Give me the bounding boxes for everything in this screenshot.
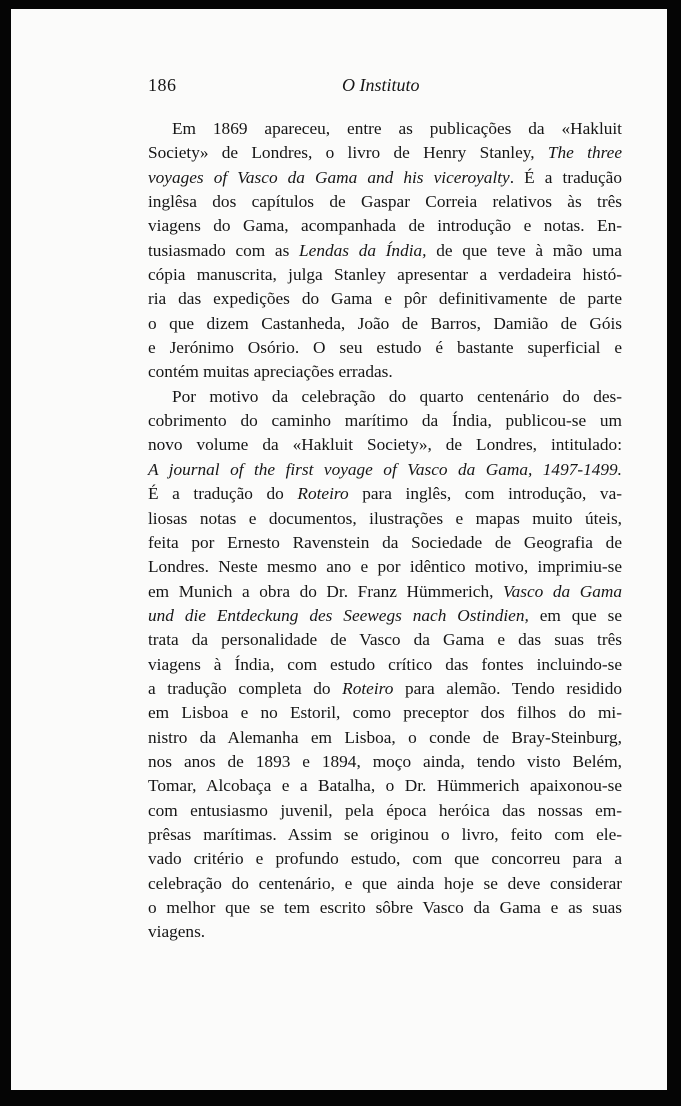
text-line	[148, 190, 622, 214]
text-line	[148, 580, 622, 604]
text-segment: viagens do Gama, acompanhada de introdução e notas. En-	[148, 216, 622, 236]
text-line	[148, 214, 622, 238]
text-segment: com entusiasmo juvenil, pela época heróica das nossas em-	[148, 800, 622, 820]
text-line	[148, 701, 622, 725]
text-segment: em Munich a obra do Dr. Franz Hümmerich,	[148, 581, 503, 601]
text-segment: para inglês, com introdução, va-	[348, 484, 622, 504]
text-segment: Society» de Londres, o livro de Henry Stanley,	[148, 143, 548, 163]
text-segment: nistro da Alemanha em Lisboa, o conde de Bray-Steinburg,	[148, 727, 622, 747]
text-segment: novo volume da «Hakluit Society», de Londres, intitulado:	[148, 435, 622, 455]
text-segment: em que se	[528, 605, 622, 625]
text-segment: contém muitas apreciações erradas.	[148, 362, 393, 382]
text-line	[148, 239, 622, 263]
text-segment: trata da personalidade de Vasco da Gama e das suas três	[148, 630, 622, 650]
text-line	[148, 166, 622, 190]
italic-text: und die Entdeckung des Seewegs nach Ostindien,	[148, 605, 529, 625]
text-segment: em Lisboa e no Estoril, como preceptor dos filhos do mi-	[148, 703, 622, 723]
text-line	[148, 117, 622, 141]
text-line	[148, 360, 622, 384]
italic-text: The three	[547, 143, 623, 163]
page-content	[148, 75, 622, 945]
text-line	[148, 409, 622, 433]
text-segment: Tomar, Alcobaça e a Batalha, o Dr. Hümmerich apaixonou-se	[148, 776, 622, 796]
text-segment: liosas notas e documentos, ilustrações e mapas muito úteis,	[148, 508, 622, 528]
text-line	[148, 555, 622, 579]
text-line	[148, 920, 622, 944]
text-segment: feita por Ernesto Ravenstein da Sociedade de Geografia de	[148, 532, 622, 552]
text-segment: prêsas marítimas. Assim se originou o livro, feito com ele-	[148, 824, 622, 844]
text-line	[148, 141, 622, 165]
body-text	[148, 117, 622, 945]
text-line	[148, 385, 622, 409]
text-segment: e Jerónimo Osório. O seu estudo é bastante superficial e	[148, 338, 622, 358]
text-line	[148, 896, 622, 920]
text-line	[148, 774, 622, 798]
text-line	[148, 287, 622, 311]
italic-text: A journal of the first voyage of Vasco da Gama, 1497-1499.	[148, 459, 622, 479]
text-segment: . É a tradução	[509, 167, 622, 187]
text-line	[148, 433, 622, 457]
text-line	[148, 531, 622, 555]
text-line	[148, 872, 622, 896]
text-segment: a tradução completa do	[148, 678, 343, 698]
italic-text: Lendas da Índia,	[299, 240, 427, 260]
text-line	[148, 336, 622, 360]
text-segment: tusiasmado com as	[148, 240, 300, 260]
text-segment: ria das expedições do Gama e pôr definitivamente de parte	[148, 289, 622, 309]
text-line	[148, 677, 622, 701]
text-segment: celebração do centenário, e que ainda hoje se deve considerar	[148, 873, 622, 893]
page-number: 186	[148, 75, 177, 95]
text-segment: cópia manuscrita, julga Stanley apresentar a verdadeira histó-	[148, 265, 622, 285]
text-line	[148, 458, 622, 482]
text-segment: vado critério e profundo estudo, com que concorreu para a	[148, 849, 622, 869]
text-line	[148, 263, 622, 287]
italic-text: Roteiro	[342, 678, 394, 698]
journal-title: O Instituto	[342, 75, 420, 95]
text-line	[148, 312, 622, 336]
text-segment: cobrimento do caminho marítimo da Índia, publicou-se um	[148, 411, 622, 431]
text-segment: de que teve à mão uma	[426, 240, 622, 260]
text-segment: nos anos de 1893 e 1894, moço ainda, tendo visto Belém,	[148, 751, 622, 771]
text-line	[148, 823, 622, 847]
text-segment: para alemão. Tendo residido	[393, 678, 622, 698]
italic-text: Roteiro	[297, 484, 349, 504]
italic-text: voyages of Vasco da Gama and his viceroyalty	[148, 167, 510, 187]
text-segment: inglêsa dos capítulos de Gaspar Correia relativos às três	[148, 192, 622, 212]
text-segment: Em 1869 apareceu, entre as publicações da «Hakluit	[172, 119, 622, 138]
text-segment: Londres. Neste mesmo ano e por idêntico motivo, imprimiu-se	[148, 557, 622, 577]
text-line	[148, 726, 622, 750]
text-line	[148, 628, 622, 652]
text-line	[148, 507, 622, 531]
text-segment: o que dizem Castanheda, João de Barros, Damião de Góis	[148, 313, 622, 333]
italic-text: Vasco da Gama	[503, 581, 623, 601]
text-line	[148, 847, 622, 871]
text-segment: viagens à Índia, com estudo crítico das fontes incluindo-se	[148, 654, 622, 674]
text-line	[148, 750, 622, 774]
text-segment: viagens.	[148, 922, 206, 942]
text-line	[148, 604, 622, 628]
text-segment: É a tradução do	[148, 484, 298, 504]
text-segment: o melhor que se tem escrito sôbre Vasco da Gama e as suas	[148, 898, 622, 917]
text-line	[148, 799, 622, 823]
text-line	[148, 653, 622, 677]
text-segment: Por motivo da celebração do quarto centenário do des-	[172, 386, 622, 406]
text-line	[148, 482, 622, 506]
running-head	[148, 75, 622, 99]
